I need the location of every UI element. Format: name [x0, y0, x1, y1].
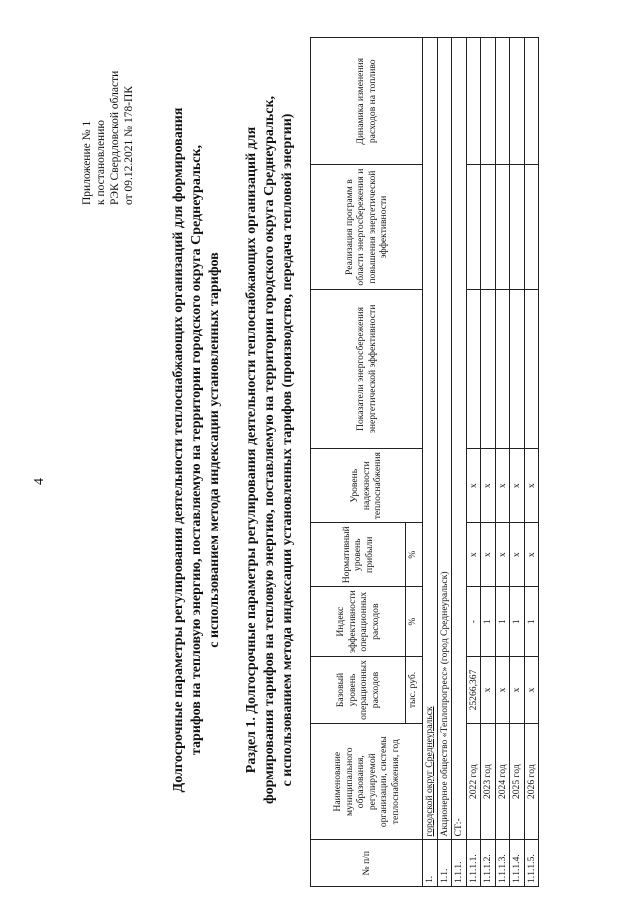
header-base: Базовый уровень операционных расходов [311, 657, 406, 724]
row-year: 2022 год [466, 723, 481, 840]
row-year: 2023 год [481, 723, 496, 840]
org-num: 1.1. [437, 840, 452, 887]
heading-line: тарифов на тепловую энергию, поставляемую на территории городского округа Среднеуральск, [189, 144, 204, 756]
row-base: x [481, 657, 496, 724]
row-profit: x [495, 523, 510, 587]
row-base: 25266,367 [466, 657, 481, 724]
row-num: 1.1.1.1. [466, 840, 481, 887]
row-programs [466, 165, 481, 289]
header-num: № п/п [311, 840, 423, 887]
row-reliability: x [510, 449, 525, 523]
row-programs [495, 165, 510, 289]
group-num: 1. [423, 840, 438, 887]
row-num: 1.1.1.2. [481, 840, 496, 887]
section-line: с использованием метода индексации установленных тарифов (производство, передача тепловой энергии) [280, 113, 295, 787]
system-row [452, 38, 467, 887]
row-profit: x [466, 523, 481, 587]
row-index: 1 [510, 587, 525, 657]
system-title: СТ:- [452, 38, 467, 840]
section-line: формирования тарифов на тепловую энергию, поставляемую на территории городского округа Среднеуральск, [262, 95, 277, 805]
org-title: Акционерное общество «Теплопрогресс» (город Среднеуральск) [437, 38, 452, 840]
header-reliability: Уровень надежности теплоснабжения [311, 449, 423, 523]
org-row [437, 38, 452, 887]
page-number: 4 [32, 478, 47, 485]
system-num: 1.1.1. [452, 840, 467, 887]
row-index: 1 [524, 587, 539, 657]
table-row [481, 38, 496, 887]
unit-index: % [406, 587, 423, 657]
unit-base: тыс. руб. [406, 657, 423, 724]
table-row [524, 38, 539, 887]
unit-profit: % [406, 523, 423, 587]
row-reliability: x [481, 449, 496, 523]
section-title [243, 55, 297, 845]
table-row [510, 38, 525, 887]
row-profit: x [510, 523, 525, 587]
row-fuel [524, 38, 539, 166]
group-title: городской округ Среднеуральск [423, 38, 438, 840]
row-reliability: x [466, 449, 481, 523]
row-profit: x [481, 523, 496, 587]
header-indicators: Показатели энергосбережения энергетической эффективности [311, 289, 423, 448]
row-programs [524, 165, 539, 289]
header-fuel: Динамика изменения расходов на топливо [311, 38, 423, 166]
row-fuel [466, 38, 481, 166]
approval-line: к постановлению [95, 120, 107, 205]
row-year: 2024 год [495, 723, 510, 840]
row-year: 2025 год [510, 723, 525, 840]
table-row [495, 38, 510, 887]
approval-line: Приложение № 1 [81, 120, 93, 205]
row-num: 1.1.1.5. [524, 840, 539, 887]
row-indicators [510, 289, 525, 448]
row-indicators [524, 289, 539, 448]
row-year: 2026 год [524, 723, 539, 840]
row-reliability: x [495, 449, 510, 523]
row-indicators [481, 289, 496, 448]
row-index: 1 [495, 587, 510, 657]
row-programs [481, 165, 496, 289]
approval-block [80, 45, 136, 205]
section-line: Раздел 1. Долгосрочные параметры регулирования деятельности теплоснабжающих организаций для [244, 126, 259, 774]
heading-line: Долгосрочные параметры регулирования деятельности теплоснабжающих организаций для формирования [171, 107, 186, 793]
group-row [423, 38, 438, 887]
row-indicators [495, 289, 510, 448]
row-index: 1 [481, 587, 496, 657]
row-indicators [466, 289, 481, 448]
row-reliability: x [524, 449, 539, 523]
header-name: Наименование муниципального образования, регулируемой организации, системы теплоснабжения, год [311, 723, 423, 840]
approval-line: РЭК Свердловской области [109, 70, 121, 205]
row-base: x [524, 657, 539, 724]
row-num: 1.1.1.4. [510, 840, 525, 887]
document-heading [170, 55, 224, 845]
row-num: 1.1.1.3. [495, 840, 510, 887]
table-row [466, 38, 481, 887]
row-profit: x [524, 523, 539, 587]
header-programs: Реализация программ в области энергосбережения и повышения энергетической эффективности [311, 165, 423, 289]
header-index: Индекс эффективности операционных расходов [311, 587, 406, 657]
row-fuel [481, 38, 496, 166]
row-base: x [495, 657, 510, 724]
parameters-table [310, 37, 539, 887]
row-fuel [495, 38, 510, 166]
row-base: x [510, 657, 525, 724]
row-fuel [510, 38, 525, 166]
header-profit: Нормативный уровень прибыли [311, 523, 406, 587]
header-row [311, 38, 406, 887]
heading-line: с использованием метода индексации установленных тарифов [207, 252, 222, 648]
approval-line: от 09.12.2021 № 178-ПК [123, 85, 135, 205]
row-index: - [466, 587, 481, 657]
row-programs [510, 165, 525, 289]
